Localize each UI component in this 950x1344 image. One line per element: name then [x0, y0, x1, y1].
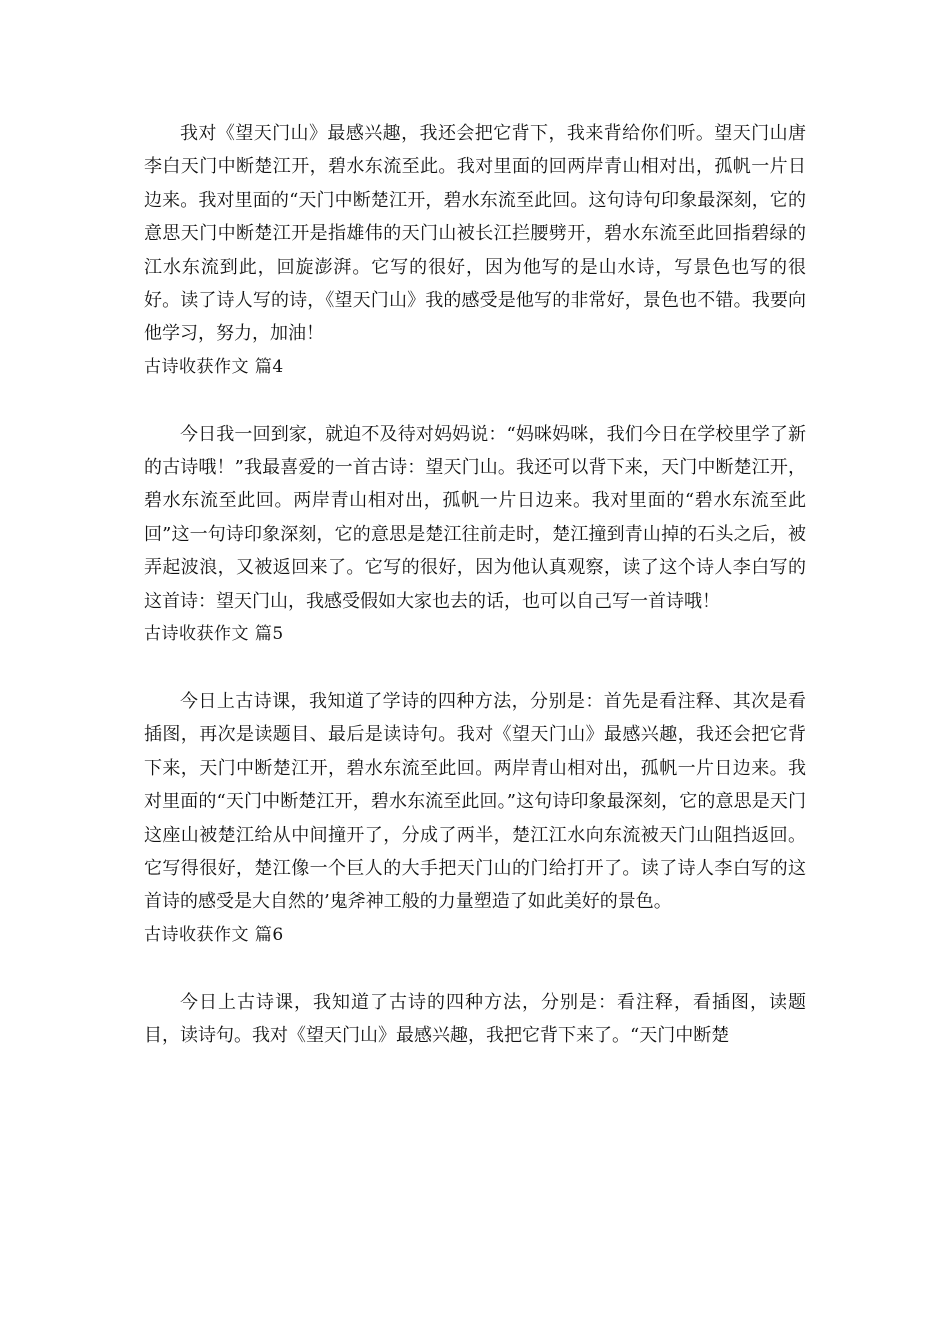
essay-paragraph-4: 今日我一回到家，就迫不及待对妈妈说：“妈咪妈咪，我们今日在学校里学了新的古诗哦！”我最喜爱的一首古诗：望天门山。我还可以背下来，天门中断楚江开，碧水东流至此回。两岸青山相对出，孤帆一片日边来。我对里面的“碧水东流至此回”这一句诗印象深刻，它的意思是楚江往前走时，楚江撞到青山掉的石头之后，被弄起波浪，又被返回来了。它写的很好，因为他认真观察，读了这个诗人李白写的这首诗：望天门山，我感受假如大家也去的话，也可以自己写一首诗哦！	[144, 423, 806, 612]
essay-paragraph-5: 今日上古诗课，我知道了学诗的四种方法，分别是：首先是看注释、其次是看插图，再次是读题目、最后是读诗句。我对《望天门山》最感兴趣，我还会把它背下来，天门中断楚江开，碧水东流至此回。两岸青山相对出，孤帆一片日边来。我对里面的“天门中断楚江开，碧水东流至此回。”这句诗印象最深刻，它的意思是天门这座山被楚江给从中间撞开了，分成了两半，楚江江水向东流被天门山阻挡返回。它写得很好，楚江像一个巨人的大手把天门山的门给打开了。读了诗人李白写的这首诗的感受是大自然的’鬼斧神工般的力量塑造了如此美好的景色。	[144, 690, 806, 913]
section-heading-4: 古诗收获作文 篇4	[144, 356, 284, 377]
essay-paragraph-6: 今日上古诗课，我知道了古诗的四种方法，分别是：看注释，看插图，读题目，读诗句。我对《望天门山》最感兴趣，我把它背下来了。“天门中断楚	[144, 991, 806, 1046]
document-body	[144, 117, 806, 1052]
section-heading-5: 古诗收获作文 篇5	[144, 624, 284, 645]
section-heading-6: 古诗收获作文 篇6	[144, 924, 284, 945]
essay-paragraph-3: 我对《望天门山》最感兴趣，我还会把它背下，我来背给你们听。望天门山唐李白天门中断楚江开，碧水东流至此。我对里面的回两岸青山相对出，孤帆一片日边来。我对里面的“天门中断楚江开，碧水东流至此回。这句诗句印象最深刻，它的意思天门中断楚江开是指雄伟的天门山被长江拦腰劈开，碧水东流至此回指碧绿的江水东流到此，回旋澎湃。它写的很好，因为他写的是山水诗，写景色也写的很好。读了诗人写的诗，《望天门山》我的感受是他写的非常好，景色也不错。我要向他学习，努力，加油！	[144, 123, 806, 345]
